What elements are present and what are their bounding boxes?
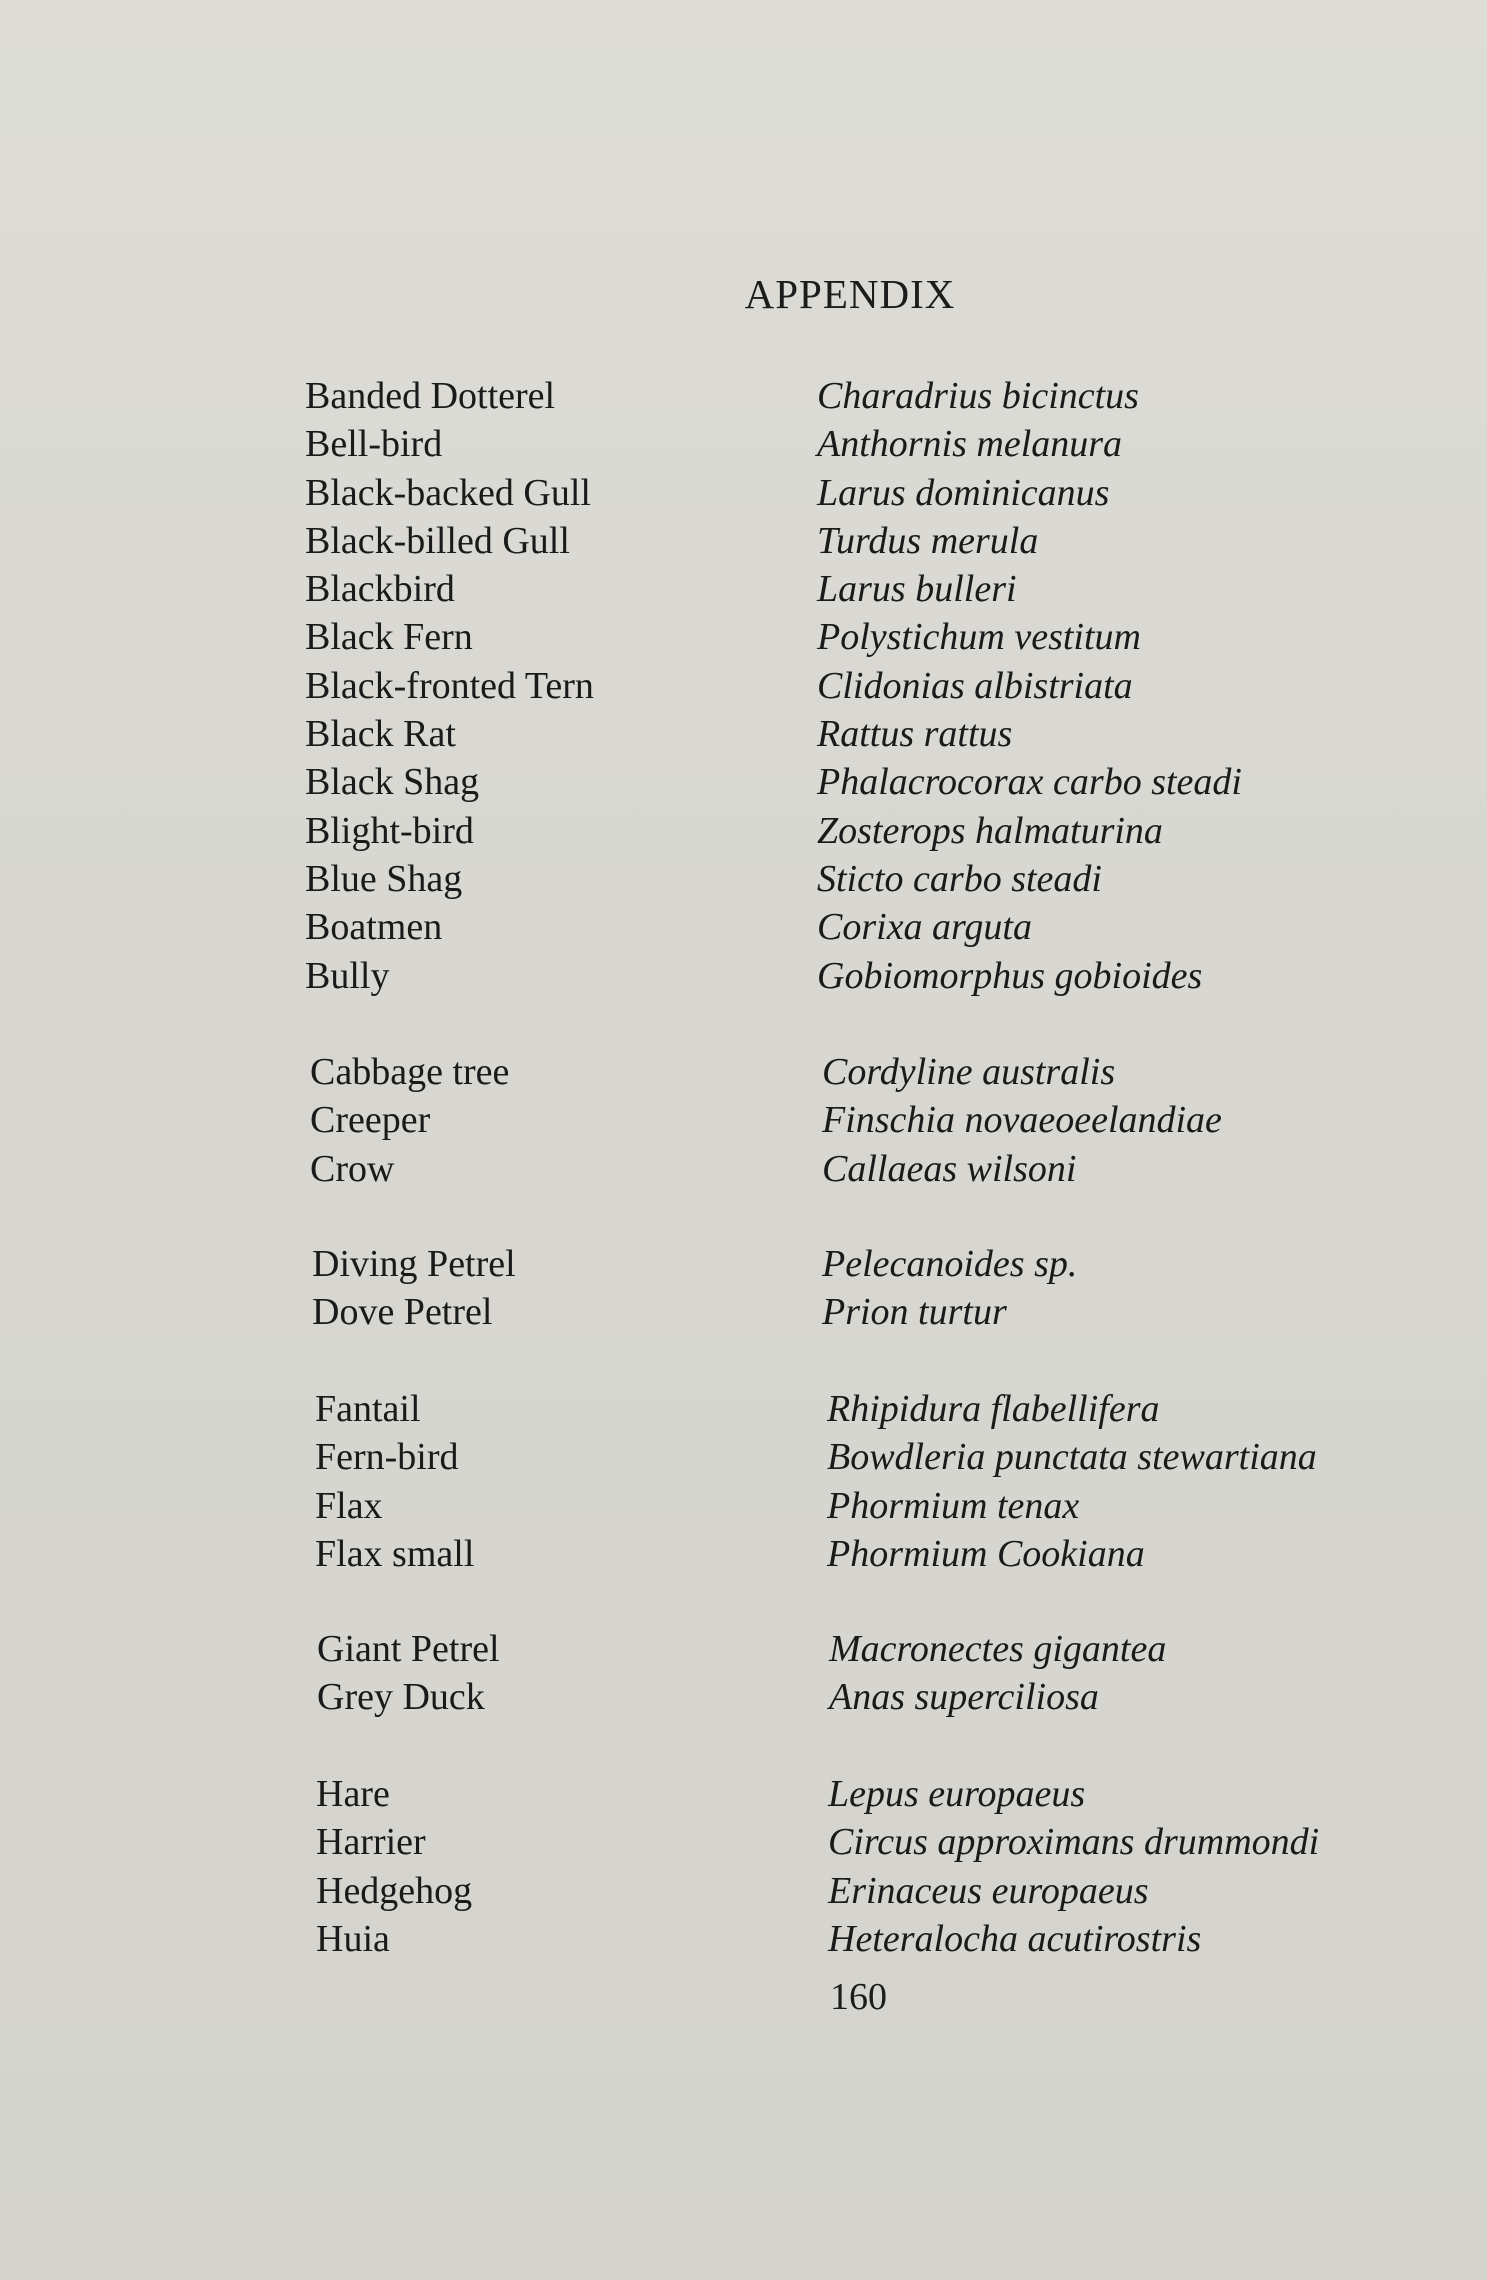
common-name: Boatmen (305, 906, 443, 949)
list-item (305, 420, 1405, 468)
list-item (305, 469, 1405, 517)
common-name: Crow (310, 1147, 395, 1190)
scientific-name: Phormium Cookiana (827, 1532, 1145, 1575)
page-title: APPENDIX (744, 271, 956, 317)
scientific-name: Anthornis melanura (817, 423, 1123, 466)
scientific-name: Larus bulleri (817, 568, 1017, 611)
scientific-name: Callaeas wilsoni (822, 1147, 1077, 1190)
scientific-name: Macronectes gigantea (829, 1628, 1167, 1670)
scientific-name: Lepus europaeus (828, 1773, 1086, 1815)
list-item (305, 565, 1405, 613)
common-name: Hare (316, 1773, 390, 1815)
entry-group (317, 1625, 1417, 1722)
common-name: Black-fronted Tern (305, 664, 594, 707)
common-name: Banded Dotterel (305, 375, 556, 417)
list-item (305, 517, 1405, 565)
list-item (310, 1096, 1410, 1144)
list-item (305, 710, 1405, 758)
common-name: Blight-bird (305, 809, 474, 852)
common-name: Blackbird (305, 568, 455, 611)
list-item (305, 662, 1405, 710)
scientific-name: Corixa arguta (817, 906, 1032, 949)
list-item (316, 1867, 1416, 1915)
scientific-name: Sticto carbo steadi (817, 857, 1102, 900)
list-item (317, 1625, 1417, 1673)
common-name: Black Rat (305, 713, 456, 756)
common-name: Black-backed Gull (305, 471, 591, 514)
scientific-name: Finschia novaeoeelandiae (822, 1099, 1222, 1142)
scientific-name: Turdus merula (817, 519, 1039, 562)
common-name: Hedgehog (316, 1869, 473, 1912)
common-name: Cabbage tree (310, 1051, 510, 1093)
list-item (305, 758, 1405, 806)
common-name: Diving Petrel (312, 1243, 516, 1285)
scientific-name: Prion turtur (822, 1291, 1007, 1334)
common-name: Harrier (316, 1821, 426, 1864)
list-item (305, 613, 1405, 661)
list-item (305, 372, 1405, 420)
list-item (305, 855, 1405, 903)
scientific-name: Heteralocha acutirostris (828, 1917, 1202, 1960)
entry-group (305, 372, 1405, 1000)
list-item (305, 952, 1405, 1000)
list-item (317, 1673, 1417, 1721)
list-item (305, 903, 1405, 951)
common-name: Flax small (315, 1532, 475, 1575)
entry-group (310, 1048, 1410, 1193)
common-name: Grey Duck (317, 1676, 485, 1719)
common-name: Fantail (315, 1388, 421, 1430)
common-name: Huia (316, 1917, 390, 1960)
common-name: Dove Petrel (312, 1291, 493, 1334)
scientific-name: Bowdleria punctata stewartiana (827, 1436, 1317, 1479)
list-item (305, 807, 1405, 855)
list-item (316, 1818, 1416, 1866)
scientific-name: Phormium tenax (827, 1484, 1080, 1527)
common-name: Blue Shag (305, 857, 463, 900)
scientific-name: Anas superciliosa (829, 1676, 1099, 1719)
list-item (315, 1530, 1415, 1578)
list-item (310, 1145, 1410, 1193)
scientific-name: Cordyline australis (822, 1051, 1116, 1093)
page-number: 160 (830, 1976, 887, 2018)
scientific-name: Phalacrocorax carbo steadi (817, 761, 1242, 804)
list-item (312, 1288, 1412, 1336)
common-name: Fern-bird (315, 1436, 459, 1479)
common-name: Bell-bird (305, 423, 443, 466)
scientific-name: Circus approximans drummondi (828, 1821, 1320, 1864)
scientific-name: Larus dominicanus (817, 471, 1110, 514)
scientific-name: Gobiomorphus gobioides (817, 954, 1203, 997)
list-item (315, 1433, 1415, 1481)
entry-group (316, 1770, 1416, 1963)
scientific-name: Erinaceus europaeus (828, 1869, 1149, 1912)
scientific-name: Rattus rattus (817, 713, 1013, 756)
scientific-name: Zosterops halmaturina (817, 809, 1163, 852)
scientific-name: Charadrius bicinctus (817, 375, 1139, 417)
scientific-name: Polystichum vestitum (817, 616, 1141, 659)
entry-group (315, 1385, 1415, 1578)
list-item (310, 1048, 1410, 1096)
scientific-name: Pelecanoides sp. (822, 1243, 1078, 1285)
common-name: Black Shag (305, 761, 480, 804)
common-name: Black-billed Gull (305, 519, 570, 562)
list-item (316, 1770, 1416, 1818)
common-name: Creeper (310, 1099, 431, 1142)
scientific-name: Rhipidura flabellifera (827, 1388, 1160, 1430)
common-name: Black Fern (305, 616, 473, 659)
list-item (315, 1385, 1415, 1433)
list-item (312, 1240, 1412, 1288)
common-name: Bully (305, 954, 390, 997)
scientific-name: Clidonias albistriata (817, 664, 1133, 707)
list-item (315, 1482, 1415, 1530)
common-name: Giant Petrel (317, 1628, 500, 1670)
common-name: Flax (315, 1484, 383, 1527)
entry-group (312, 1240, 1412, 1337)
list-item (316, 1915, 1416, 1963)
